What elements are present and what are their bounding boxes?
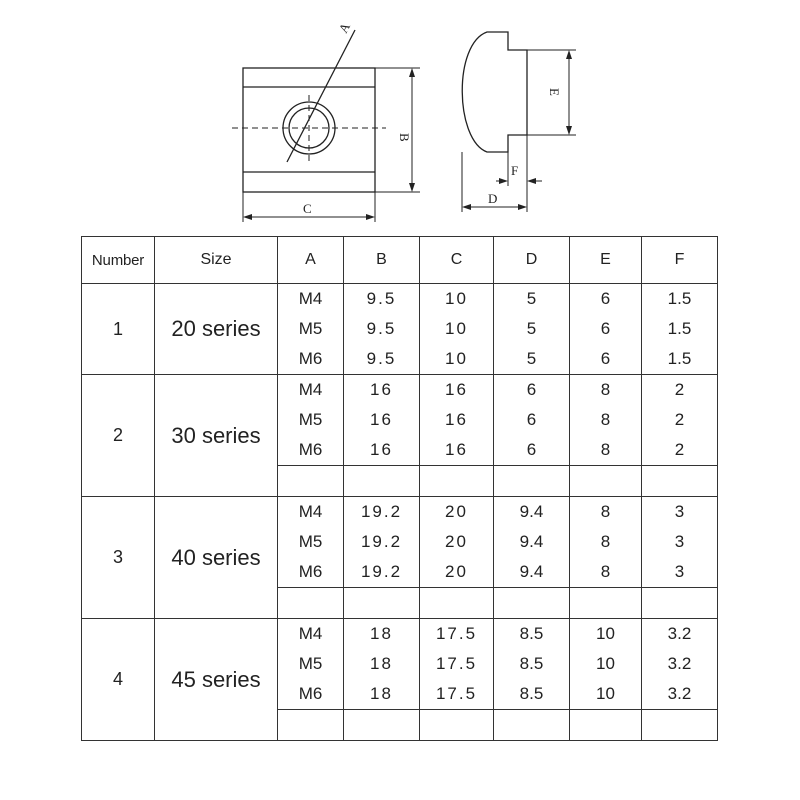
empty-cell [494, 710, 570, 741]
cell-c: 16 [420, 435, 494, 466]
cell-a: M4 [278, 497, 344, 528]
cell-b: 19.2 [344, 497, 420, 528]
cell-a: M6 [278, 557, 344, 588]
empty-cell [570, 710, 642, 741]
cell-f: 3 [642, 527, 718, 557]
cell-a: M5 [278, 314, 344, 344]
cell-f: 2 [642, 375, 718, 406]
header-c: C [420, 237, 494, 284]
cell-f: 3 [642, 557, 718, 588]
group-number: 3 [82, 497, 155, 619]
label-a: A [335, 20, 354, 36]
empty-cell [278, 710, 344, 741]
cell-e: 10 [570, 619, 642, 650]
cell-f: 2 [642, 405, 718, 435]
header-size: Size [155, 237, 278, 284]
cell-c: 16 [420, 405, 494, 435]
cell-e: 6 [570, 284, 642, 315]
cell-c: 10 [420, 284, 494, 315]
cell-d: 6 [494, 405, 570, 435]
header-b: B [344, 237, 420, 284]
cell-e: 8 [570, 405, 642, 435]
empty-cell [570, 588, 642, 619]
cell-e: 8 [570, 435, 642, 466]
cell-b: 16 [344, 405, 420, 435]
cell-f: 2 [642, 435, 718, 466]
cell-b: 16 [344, 375, 420, 406]
cell-b: 9.5 [344, 314, 420, 344]
cell-b: 18 [344, 619, 420, 650]
cell-d: 6 [494, 435, 570, 466]
label-b: B [397, 133, 412, 142]
cell-f: 3.2 [642, 649, 718, 679]
cell-d: 6 [494, 375, 570, 406]
cell-d: 9.4 [494, 527, 570, 557]
cell-f: 1.5 [642, 314, 718, 344]
empty-cell [642, 710, 718, 741]
empty-cell [420, 710, 494, 741]
empty-cell [344, 588, 420, 619]
cell-a: M4 [278, 375, 344, 406]
spec-table [81, 236, 718, 741]
front-view [232, 30, 420, 222]
cell-b: 9.5 [344, 284, 420, 315]
cell-b: 9.5 [344, 344, 420, 375]
cell-f: 1.5 [642, 344, 718, 375]
empty-cell [642, 466, 718, 497]
cell-e: 10 [570, 649, 642, 679]
empty-cell [344, 466, 420, 497]
cell-d: 8.5 [494, 649, 570, 679]
t-nut-drawing [0, 0, 800, 236]
group-number: 1 [82, 284, 155, 375]
cell-a: M6 [278, 679, 344, 710]
cell-c: 17.5 [420, 619, 494, 650]
header-e: E [570, 237, 642, 284]
group-size: 20 series [155, 284, 278, 375]
cell-e: 8 [570, 527, 642, 557]
label-e: E [547, 88, 562, 96]
cell-f: 3.2 [642, 679, 718, 710]
cell-d: 5 [494, 284, 570, 315]
cell-d: 8.5 [494, 619, 570, 650]
cell-e: 6 [570, 344, 642, 375]
empty-cell [278, 466, 344, 497]
cell-a: M4 [278, 284, 344, 315]
cell-a: M5 [278, 405, 344, 435]
cell-a: M5 [278, 649, 344, 679]
cell-d: 9.4 [494, 497, 570, 528]
cell-b: 18 [344, 679, 420, 710]
cell-f: 3 [642, 497, 718, 528]
group-number: 4 [82, 619, 155, 741]
cell-e: 6 [570, 314, 642, 344]
cell-c: 17.5 [420, 649, 494, 679]
cell-a: M6 [278, 435, 344, 466]
cell-a: M6 [278, 344, 344, 375]
group-number: 2 [82, 375, 155, 497]
table-row [82, 619, 718, 650]
cell-c: 20 [420, 527, 494, 557]
cell-b: 19.2 [344, 527, 420, 557]
empty-cell [420, 588, 494, 619]
cell-e: 8 [570, 497, 642, 528]
cell-f: 3.2 [642, 619, 718, 650]
cell-c: 20 [420, 557, 494, 588]
header-d: D [494, 237, 570, 284]
cell-a: M5 [278, 527, 344, 557]
cell-c: 20 [420, 497, 494, 528]
cell-e: 8 [570, 375, 642, 406]
table-row [82, 284, 718, 315]
group-size: 40 series [155, 497, 278, 619]
cell-d: 5 [494, 344, 570, 375]
empty-cell [494, 588, 570, 619]
cell-b: 19.2 [344, 557, 420, 588]
group-size: 30 series [155, 375, 278, 497]
empty-cell [278, 588, 344, 619]
cell-c: 10 [420, 314, 494, 344]
cell-b: 18 [344, 649, 420, 679]
header-number: Number [82, 237, 155, 284]
label-d: D [488, 191, 498, 206]
table-row [82, 375, 718, 406]
cell-c: 16 [420, 375, 494, 406]
cell-e: 8 [570, 557, 642, 588]
label-c: C [303, 201, 312, 216]
table-row [82, 497, 718, 528]
dimension-a-leader [287, 30, 355, 162]
empty-cell [344, 710, 420, 741]
header-a: A [278, 237, 344, 284]
cell-a: M4 [278, 619, 344, 650]
cell-d: 8.5 [494, 679, 570, 710]
group-size: 45 series [155, 619, 278, 741]
cell-b: 16 [344, 435, 420, 466]
cell-d: 9.4 [494, 557, 570, 588]
empty-cell [642, 588, 718, 619]
label-f: F [511, 163, 519, 178]
empty-cell [494, 466, 570, 497]
header-f: F [642, 237, 718, 284]
side-view [462, 32, 576, 212]
cell-c: 10 [420, 344, 494, 375]
header-row [82, 237, 718, 284]
cell-d: 5 [494, 314, 570, 344]
empty-cell [570, 466, 642, 497]
cell-f: 1.5 [642, 284, 718, 315]
cell-e: 10 [570, 679, 642, 710]
empty-cell [420, 466, 494, 497]
cell-c: 17.5 [420, 679, 494, 710]
